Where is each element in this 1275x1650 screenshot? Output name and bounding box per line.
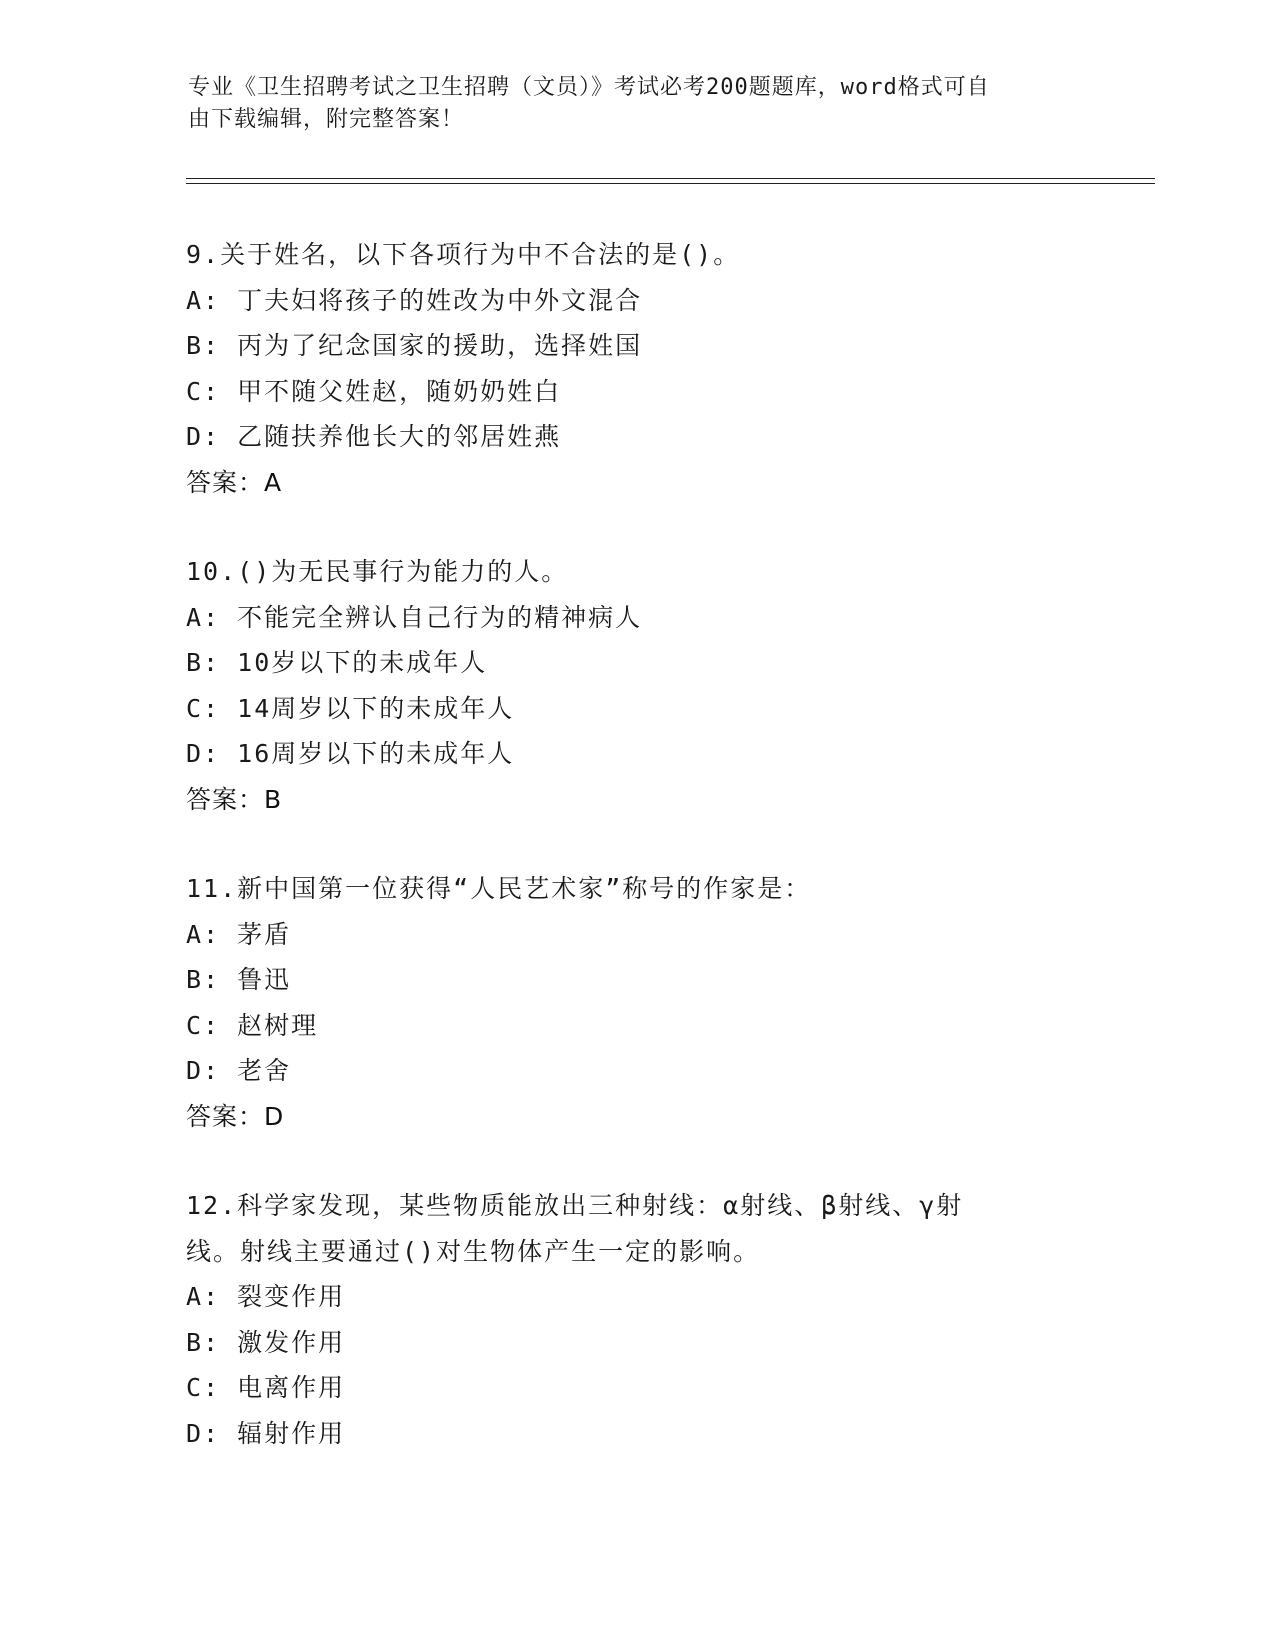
question-stem: 9.关于姓名，以下各项行为中不合法的是()。 xyxy=(186,240,741,269)
document-header xyxy=(188,72,1068,136)
option-a: A: 不能完全辨认自己行为的精神病人 xyxy=(186,602,643,632)
answer-line: 答案：D xyxy=(186,1101,285,1131)
question-12 xyxy=(186,1183,1086,1456)
option-b: B: 激发作用 xyxy=(186,1327,346,1357)
header-line-1: 专业《卫生招聘考试之卫生招聘（文员）》考试必考200题题库，word格式可自 xyxy=(188,75,990,100)
option-c: C: 14周岁以下的未成年人 xyxy=(186,693,515,723)
option-c: C: 甲不随父姓赵，随奶奶姓白 xyxy=(186,376,562,406)
option-a: A: 茅盾 xyxy=(186,919,292,949)
question-stem-line-2: 线。射线主要通过()对生物体产生一定的影响。 xyxy=(186,1236,761,1266)
question-list xyxy=(186,232,1086,1500)
question-stem-line-1: 12.科学家发现，某些物质能放出三种射线：α射线、β射线、γ射 xyxy=(186,1191,964,1220)
option-b: B: 鲁迅 xyxy=(186,965,292,994)
option-d: D: 乙随扶养他长大的邻居姓燕 xyxy=(186,422,562,451)
option-b: B: 丙为了纪念国家的援助，选择姓国 xyxy=(186,331,643,360)
answer-line: 答案：A xyxy=(186,467,283,497)
option-c: C: 赵树理 xyxy=(186,1010,319,1040)
option-d: D: 老舍 xyxy=(186,1056,292,1085)
option-b: B: 10岁以下的未成年人 xyxy=(186,648,488,677)
question-10 xyxy=(186,549,1086,822)
answer-line: 答案：B xyxy=(186,784,283,814)
option-a: A: 丁夫妇将孩子的姓改为中外文混合 xyxy=(186,285,643,315)
option-a: A: 裂变作用 xyxy=(186,1282,346,1311)
option-d: D: 辐射作用 xyxy=(186,1418,346,1448)
header-divider-bottom xyxy=(186,183,1155,184)
header-divider-top xyxy=(186,178,1155,179)
question-stem: 11.新中国第一位获得“人民艺术家”称号的作家是： xyxy=(186,874,812,903)
question-11 xyxy=(186,866,1086,1139)
option-c: C: 电离作用 xyxy=(186,1373,346,1402)
header-line-2: 由下载编辑，附完整答案！ xyxy=(188,107,465,132)
option-d: D: 16周岁以下的未成年人 xyxy=(186,739,515,768)
question-9 xyxy=(186,232,1086,505)
question-stem: 10.()为无民事行为能力的人。 xyxy=(186,557,569,586)
